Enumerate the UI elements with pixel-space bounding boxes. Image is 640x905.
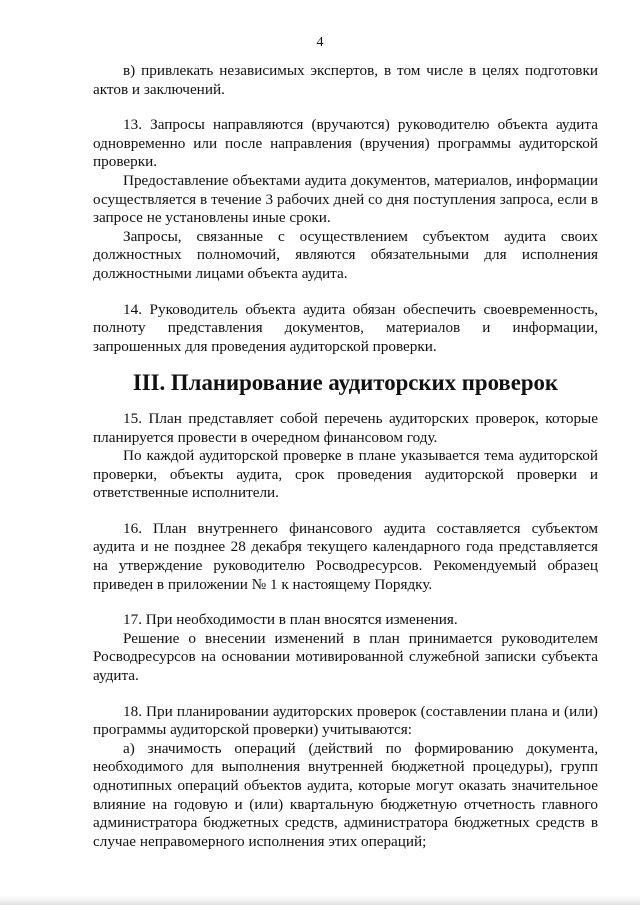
- scan-edge: [0, 895, 640, 905]
- section-heading: III. Планирование аудиторских проверок: [132, 370, 559, 396]
- paragraph: в) привлекать независимых экспертов, в том числе в целях подготовки актов и заключений.: [93, 62, 598, 98]
- paragraph: Предоставление объектами аудита документов, материалов, информации осуществляется в течение 3 рабочих дней со дня поступления запроса, если в запросе не установлены иные сроки.: [93, 171, 598, 227]
- paragraph: 14. Руководитель объекта аудита обязан обеспечить своевременность, полноту представления документов, материалов и информации, запрошенных для проведения аудиторской проверки.: [93, 300, 598, 355]
- paragraph: а) значимость операций (действий по формированию документа, необходимого для выполнения внутренней бюджетной процедуры), групп однотипных операций объектов аудита, которые могут оказать значительное влияние на годовую и (или) квартальную бюджетную отчетность главного администратора бюджетных средств, администратора бюджетных средств в случае неправомерного исполнения этих операций;: [93, 739, 598, 850]
- paragraph: 15. План представляет собой перечень аудиторских проверок, которые планируется провести в очередном финансовом году.: [93, 409, 598, 446]
- document-body: [93, 62, 598, 851]
- paragraph: Решение о внесении изменений в план принимается руководителем Росводресурсов на основании мотивированной служебной записки субъекта аудита.: [93, 629, 598, 685]
- paragraph: 13. Запросы направляются (вручаются) руководителю объекта аудита одновременно или после направления (вручения) программы аудиторской проверки.: [93, 116, 598, 171]
- paragraph: По каждой аудиторской проверке в плане указывается тема аудиторской проверки, объекты аудита, срок проведения аудиторской проверки и ответственные исполнители.: [93, 447, 598, 502]
- page-number: 4: [316, 35, 324, 50]
- paragraph: 17. При необходимости в план вносятся изменения.: [123, 611, 458, 629]
- paragraph: Запросы, связанные с осуществлением субъектом аудита своих должностных полномочий, являются обязательными для исполнения должностными лицами объекта аудита.: [93, 227, 598, 282]
- paragraph: 18. При планировании аудиторских проверок (составлении плана и (или) программы аудиторской проверки) учитываются:: [93, 702, 598, 739]
- paragraph: 16. План внутреннего финансового аудита составляется субъектом аудита и не позднее 28 декабря текущего календарного года представляется на утверждение руководителю Росводресурсов. Рекомендуемый образец приведен в приложении № 1 к настоящему Порядку.: [93, 519, 598, 593]
